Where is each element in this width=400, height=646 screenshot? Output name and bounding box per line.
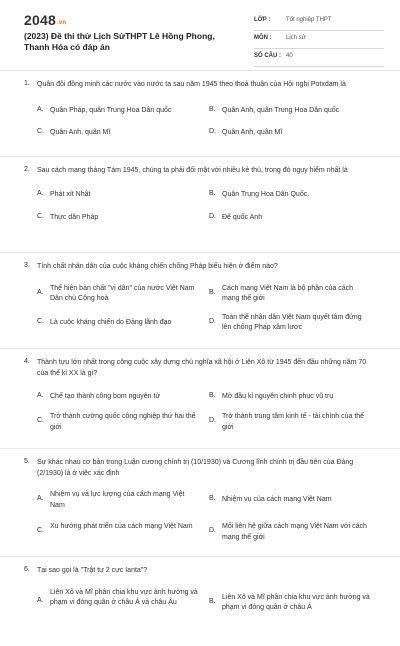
- question-separator: [0, 556, 400, 557]
- option-text: Chế tạo thành công bom nguyên tử: [50, 393, 161, 400]
- question-5: [24, 458, 376, 556]
- question-3: [24, 262, 376, 348]
- meta-value: 40: [286, 53, 293, 59]
- option-text: Liên Xô và Mĩ phân chia khu vực ảnh hưởng và phạm vi đóng quân ở châu Á: [222, 593, 370, 611]
- option-letter: B.: [209, 495, 216, 502]
- option-text: Phát xít Nhật: [50, 190, 91, 198]
- meta-label: LỚP :: [254, 17, 271, 23]
- question-separator: [0, 348, 400, 349]
- option-text: Thể hiện bản chất "vì dân" của nước Việt Nam Dân chủ Cộng hoà: [50, 284, 195, 302]
- option-letter: D.: [209, 417, 216, 424]
- meta-value: Tốt nghiệp THPT: [286, 17, 332, 23]
- option-letter: D.: [209, 317, 216, 325]
- option-text: Quân Trung Hoa Dân Quốc.: [222, 190, 310, 198]
- question-text: Sự khác nhau cơ bản trong Luận cương chính trị (10/1930) và Cương lĩnh chính trị đầu tiên của Đảng (2/1930) là ở việc xác định: [37, 459, 354, 477]
- meta-value: Lịch sử: [286, 35, 306, 41]
- meta-row-subject: [254, 34, 384, 49]
- option-letter: B.: [209, 392, 216, 399]
- option-text: Quân Anh, quân Mĩ: [222, 128, 283, 136]
- option-letter: B.: [209, 597, 216, 605]
- header-divider: [0, 70, 400, 71]
- option-text: Trở thành cường quốc công nghiệp thứ hai thế giới: [50, 413, 196, 431]
- site-logo[interactable]: [24, 12, 66, 28]
- option-letter: C.: [37, 127, 44, 135]
- option-letter: B.: [209, 105, 216, 113]
- option-text: Xu hướng phát triển của cách mạng Việt Nam: [50, 523, 193, 530]
- logo-text: 2048: [24, 12, 56, 28]
- option-text: Đế quốc Anh: [222, 213, 263, 221]
- option-letter: A.: [37, 596, 44, 604]
- question-text: Quân đội đồng minh các nước vào nước ta sau năm 1945 theo thoả thuận của Hội nghị Potxdam là: [37, 81, 346, 88]
- question-number: 6.: [24, 566, 30, 573]
- option-letter: A.: [37, 392, 44, 399]
- option-letter: D.: [209, 212, 216, 220]
- meta-row-class: [254, 16, 384, 31]
- meta-label: MÔN :: [254, 35, 272, 41]
- document-header: [24, 10, 384, 70]
- page-title: (2023) Đề thi thử Lịch SửTHPT Lê Hồng Phong, Thanh Hóa có đáp án: [24, 31, 215, 52]
- question-6: [24, 566, 376, 646]
- option-text: Là cuộc kháng chiến do Đảng lãnh đạo: [50, 318, 172, 326]
- option-text: Cách mạng Việt Nam là bộ phận của cách mạng thế giới: [222, 284, 354, 302]
- option-letter: B.: [209, 189, 216, 197]
- option-text: Liên Xô và Mĩ phân chia khu vực ảnh hưởng và phạm vi đóng quân ở châu Á và châu Âu: [50, 588, 198, 606]
- question-number: 3.: [24, 262, 30, 269]
- meta-row-count: [254, 52, 384, 67]
- exam-meta: [254, 16, 384, 70]
- question-number: 4.: [24, 358, 30, 365]
- question-number: 2.: [24, 166, 30, 173]
- option-letter: A.: [37, 288, 44, 296]
- option-letter: D.: [209, 527, 216, 534]
- question-2: [24, 166, 376, 252]
- meta-label: SỐ CÂU :: [254, 53, 281, 59]
- question-separator: [0, 156, 400, 157]
- option-text: Nhiệm vụ và lực lượng của cách mạng Việt Nam: [50, 491, 185, 509]
- option-text: Mối liên hệ giữa cách mạng Việt Nam với cách mạng thế giới: [222, 523, 367, 541]
- option-letter: C.: [37, 527, 44, 534]
- option-text: Toàn thể nhân dân Việt Nam quyết tâm đứng lên chống Pháp xâm lược: [222, 313, 362, 331]
- option-letter: B.: [209, 288, 216, 296]
- option-text: Thực dân Pháp: [50, 213, 99, 221]
- question-text: Tại sao gọi là "Trật tự 2 cực Ianta"?: [37, 567, 148, 574]
- question-1: [24, 80, 376, 156]
- question-text: Thành tựu lớn nhất trong công cuộc xây dựng chủ nghĩa xã hội ở Liên Xô từ 1945 đến đầu những năm 70 của thế kỉ XX là gì?: [37, 359, 367, 377]
- option-text: Nhiệm vụ của cách mạng Việt Nam: [222, 496, 332, 503]
- option-text: Quân Anh, quân Trung Hoa Dân quốc: [222, 106, 340, 114]
- option-letter: D.: [209, 127, 216, 135]
- question-list: [24, 80, 376, 646]
- option-letter: C.: [37, 317, 44, 325]
- option-letter: A.: [37, 495, 44, 502]
- option-text: Trở thành trung tâm kinh tế - tài chính của thế giới: [222, 413, 365, 431]
- option-letter: A.: [37, 105, 44, 113]
- option-letter: C.: [37, 212, 44, 220]
- option-text: Quân Anh, quân Mĩ: [50, 128, 111, 136]
- question-text: Sau cách mạng tháng Tám 1945, chúng ta phải đối mặt với nhiều kẻ thù, trong đó nguy hiểm nhất là: [37, 167, 348, 174]
- question-4: [24, 358, 376, 448]
- question-separator: [0, 448, 400, 449]
- option-text: Quân Pháp, quân Trung Hoa Dân quốc: [50, 106, 172, 114]
- question-separator: [0, 252, 400, 253]
- question-number: 1.: [24, 80, 30, 87]
- option-letter: C.: [37, 417, 44, 424]
- question-number: 5.: [24, 458, 30, 465]
- question-text: Tính chất nhân dân của cuộc kháng chiến chống Pháp biểu hiện ở điểm nào?: [37, 263, 278, 270]
- logo-suffix: .vn: [56, 20, 67, 26]
- option-text: Mở đầu kỉ nguyên chinh phục vũ trụ: [222, 393, 334, 400]
- option-letter: A.: [37, 189, 44, 197]
